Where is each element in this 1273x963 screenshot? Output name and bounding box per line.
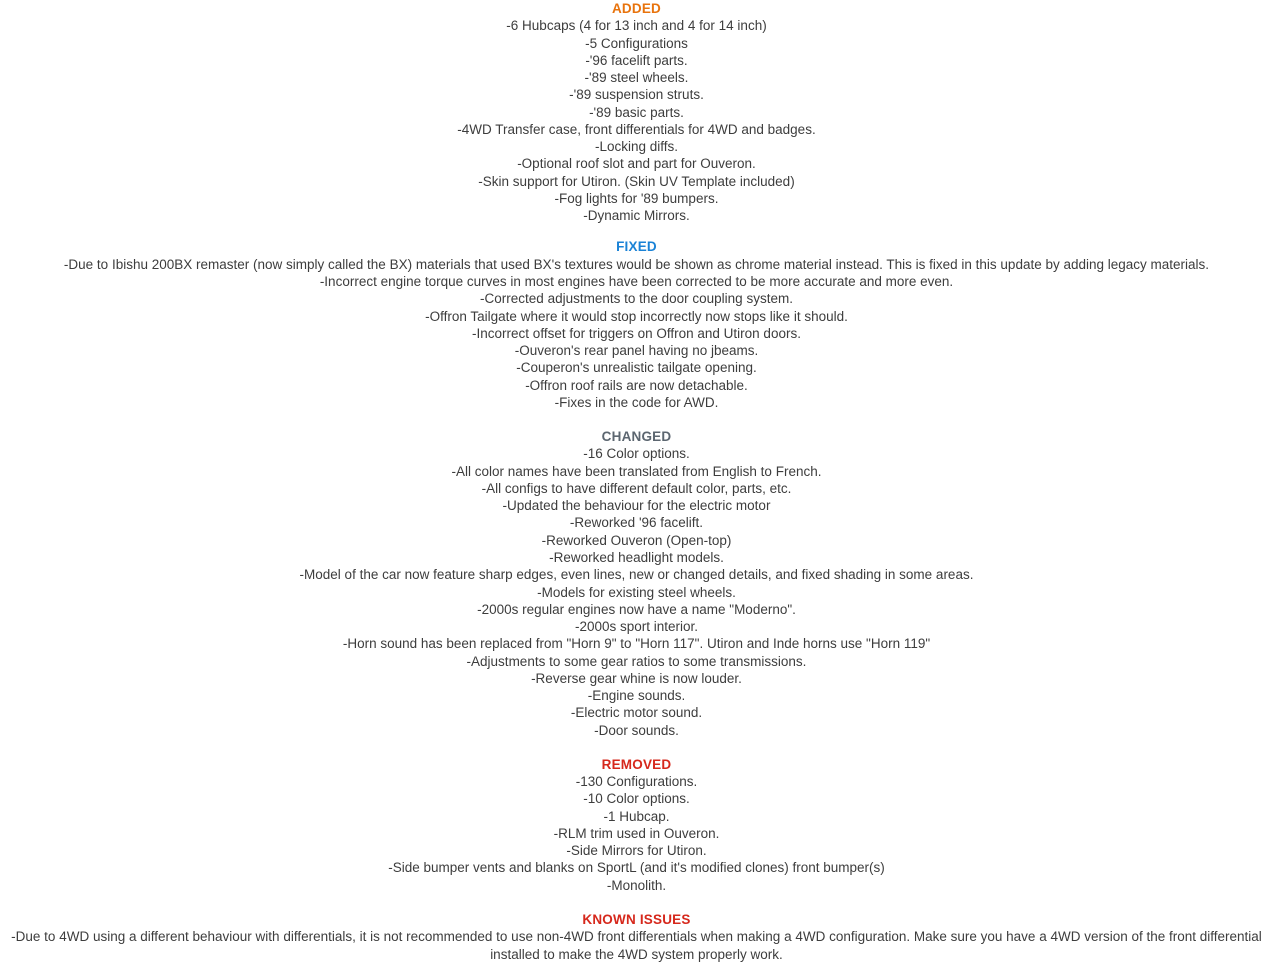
section-heading-changed: CHANGED [601, 429, 672, 445]
section-spacer [0, 894, 1273, 908]
list-item: -16 Color options. [583, 446, 690, 462]
list-item: -Couperon's unrealistic tailgate opening. [516, 360, 757, 376]
list-item: -Horn sound has been replaced from "Horn 9" to "Horn 117". Utiron and Inde horns use "Horn 119" [342, 636, 931, 652]
list-item: -'89 steel wheels. [584, 70, 689, 86]
section-fixed [0, 238, 1273, 411]
list-item: -Due to 4WD using a different behaviour with differentials, it is not recommended to use non-4WD front differentials when making a 4WD configuration. Make sure you have a 4WD version of the front differential installed to make the 4WD system properly work. [11, 929, 1262, 962]
list-item: -Updated the behaviour for the electric motor [502, 498, 771, 514]
list-item: -Reworked headlight models. [549, 549, 724, 565]
list-item: -5 Configurations [585, 35, 688, 51]
section-known-issues [0, 911, 1273, 963]
list-item: -Reverse gear whine is now louder. [531, 670, 742, 686]
list-item: -Engine sounds. [587, 688, 686, 704]
list-item: -2000s regular engines now have a name "Moderno". [477, 601, 796, 617]
list-item: -All color names have been translated from English to French. [451, 463, 822, 479]
section-heading-known-issues: KNOWN ISSUES [582, 912, 691, 928]
list-item: -Incorrect engine torque curves in most engines have been corrected to be more accurate and more even. [319, 273, 954, 289]
list-item: -RLM trim used in Ouveron. [553, 825, 720, 841]
list-item: -Fog lights for '89 bumpers. [554, 190, 719, 206]
list-item: -Electric motor sound. [570, 705, 703, 721]
list-item: -Model of the car now feature sharp edges, even lines, new or changed details, and fixed shading in some areas. [299, 567, 974, 583]
list-item: -Monolith. [606, 877, 667, 893]
list-item: -'89 suspension struts. [569, 87, 704, 103]
list-item: -All configs to have different default color, parts, etc. [481, 480, 792, 496]
list-item: -Dynamic Mirrors. [583, 208, 690, 224]
list-item: -Ouveron's rear panel having no jbeams. [514, 343, 759, 359]
list-item: -Door sounds. [594, 722, 679, 738]
section-heading-added: ADDED [611, 1, 661, 16]
list-item: -Models for existing steel wheels. [537, 584, 736, 600]
list-item: -1 Hubcap. [603, 808, 670, 824]
list-item: -Offron roof rails are now detachable. [525, 377, 748, 393]
list-item: -Corrected adjustments to the door coupling system. [480, 291, 793, 307]
list-item: -Offron Tailgate where it would stop incorrectly now stops like it should. [425, 308, 848, 324]
list-item: -4WD Transfer case, front differentials for 4WD and badges. [457, 121, 816, 137]
section-changed [0, 428, 1273, 739]
section-spacer [0, 411, 1273, 425]
section-removed [0, 756, 1273, 894]
section-spacer [0, 739, 1273, 753]
list-item: -Due to Ibishu 200BX remaster (now simply called the BX) materials that used BX's textures would be shown as chrome material instead. This is fixed in this update by adding legacy materials. [63, 256, 1210, 272]
section-heading-fixed: FIXED [616, 239, 657, 255]
list-item: -130 Configurations. [575, 774, 698, 790]
list-item: -'96 facelift parts. [585, 52, 688, 68]
section-added [0, 0, 1273, 224]
section-heading-removed: REMOVED [601, 756, 672, 772]
list-item: -6 Hubcaps (4 for 13 inch and 4 for 14 inch) [506, 18, 767, 34]
list-item: -Locking diffs. [594, 139, 679, 155]
list-item: -Incorrect offset for triggers on Offron and Utiron doors. [472, 325, 801, 341]
list-item: -'89 basic parts. [589, 104, 684, 120]
section-spacer [0, 224, 1273, 238]
list-item: -Adjustments to some gear ratios to some transmissions. [466, 653, 807, 669]
list-item: -Optional roof slot and part for Ouveron. [517, 156, 756, 172]
list-item: -Skin support for Utiron. (Skin UV Template included) [478, 173, 795, 189]
list-item: -2000s sport interior. [574, 619, 699, 635]
list-item: -10 Color options. [583, 791, 690, 807]
list-item: -Fixes in the code for AWD. [554, 394, 719, 410]
list-item: -Side Mirrors for Utiron. [566, 843, 707, 859]
list-item: -Reworked Ouveron (Open-top) [541, 532, 732, 548]
list-item: -Reworked '96 facelift. [569, 515, 704, 531]
list-item: -Side bumper vents and blanks on SportL (and it's modified clones) front bumper(s) [388, 860, 885, 876]
